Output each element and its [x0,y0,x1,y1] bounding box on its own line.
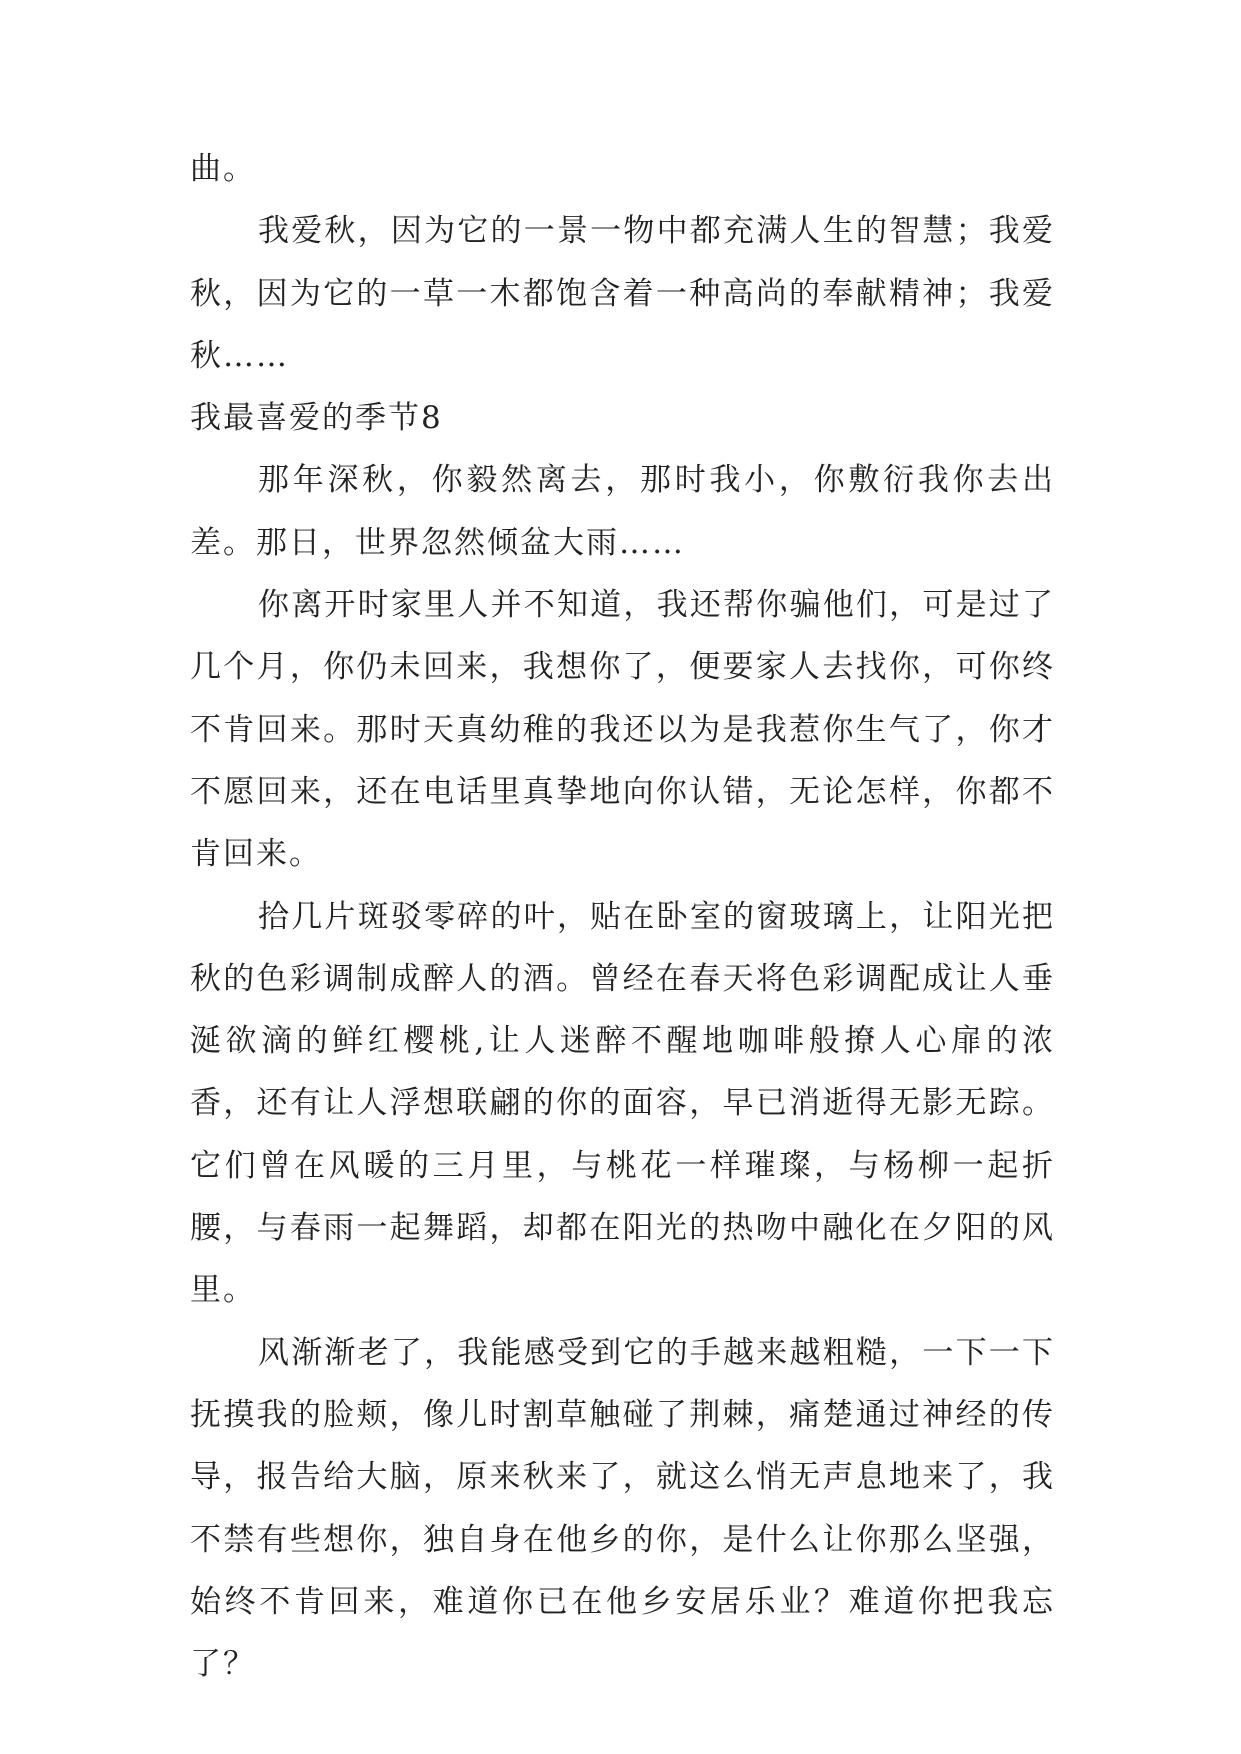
paragraph: 风渐渐老了，我能感受到它的手越来越粗糙，一下一下抚摸我的脸颊，像儿时割草触碰了荆棘，痛楚通过神经的传导，报告给大脑，原来秋来了，就这么悄无声息地来了，我不禁有些想你，独自身在他乡的你，是什么让你那么坚强，始终不肯回来，难道你已在他乡安居乐业？难道你把我忘了？ [190,1334,1055,1683]
paragraph: 你离开时家里人并不知道，我还帮你骗他们，可是过了几个月，你仍未回来，我想你了，便要家人去找你，可你终不肯回来。那时天真幼稚的我还以为是我惹你生气了，你才不愿回来，还在电话里真挚地向你认错，无论怎样，你都不肯回来。 [190,587,1055,873]
paragraph: 我爱秋，因为它的一景一物中都充满人生的智慧；我爱秋，因为它的一草一木都饱含着一种高尚的奉献精神；我爱秋…… [190,213,1055,374]
paragraph-continuation: 曲。 [190,151,256,187]
paragraph: 拾几片斑驳零碎的叶，贴在卧室的窗玻璃上，让阳光把秋的色彩调制成醉人的酒。曾经在春天将色彩调配成让人垂涎欲滴的鲜红樱桃,让人迷醉不醒地咖啡般撩人心扉的浓香，还有让人浮想联翩的你的面容，早已消逝得无影无踪。它们曾在风暖的三月里，与桃花一样璀璨，与杨柳一起折腰，与春雨一起舞蹈，却都在阳光的热吻中融化在夕阳的风里。 [190,898,1055,1309]
document-page [190,138,1055,1695]
section-heading: 我最喜爱的季节8 [190,400,443,437]
paragraph: 那年深秋，你毅然离去，那时我小，你敷衍我你去出差。那日，世界忽然倾盆大雨…… [190,462,1055,561]
